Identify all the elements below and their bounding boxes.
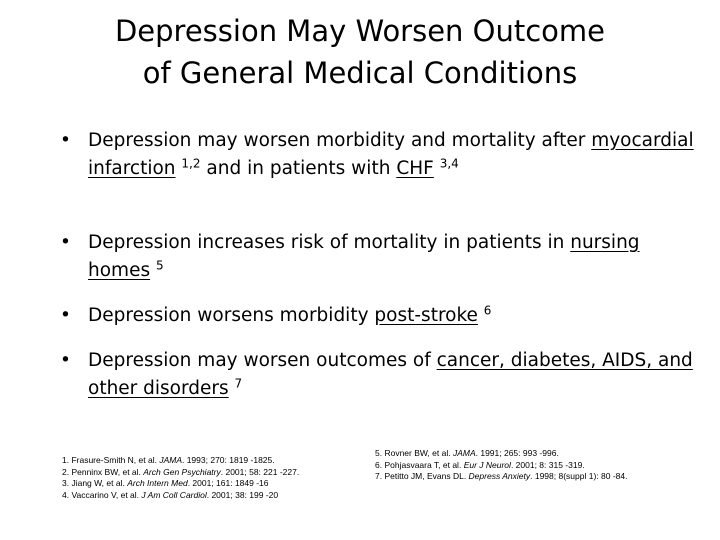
reference-item: 4. Vaccarino V, et al. J Am Coll Cardiol. 2001; 38: 199 -20 <box>62 489 279 500</box>
citation-superscript: 3,4 <box>439 156 459 171</box>
bullet-marker: • <box>60 130 71 151</box>
underlined-term: cancer, diabetes, AIDS, and other disorders <box>88 350 693 399</box>
citation-superscript: 5 <box>155 258 164 273</box>
bullet-text: Depression may worsen outcomes of <box>88 350 437 371</box>
reference-item: 7. Petitto JM, Evans DL. Depress Anxiety. 1998; 8(suppl 1): 80 -84. <box>375 471 628 481</box>
slide-title <box>40 10 680 94</box>
bullet-marker: • <box>60 305 71 326</box>
bullet-item <box>60 347 700 403</box>
underlined-term: post-stroke <box>374 305 478 326</box>
citation-superscript: 6 <box>483 303 492 318</box>
bullet-item <box>60 229 700 285</box>
journal-name: JAMA <box>452 448 476 458</box>
bullet-text: Depression worsens morbidity <box>88 305 375 326</box>
bullet-text: Depression increases risk of mortality in patients in <box>88 232 571 253</box>
journal-name: Eur J Neurol <box>463 459 511 470</box>
citation-superscript: 7 <box>234 376 243 391</box>
bullet-item <box>60 302 491 330</box>
journal-name: Arch Gen Psychiatry <box>143 466 221 477</box>
journal-name: Depress Anxiety <box>468 471 531 481</box>
underlined-term: nursing homes <box>88 232 640 281</box>
title-line-2: of General Medical Conditions <box>142 56 578 90</box>
bullet-text: and in patients with <box>200 158 397 179</box>
citation-superscript: 1,2 <box>181 156 201 171</box>
bullet-marker: • <box>60 350 71 371</box>
journal-name: Arch Intern Med <box>127 478 188 488</box>
journal-name: J Am Coll Cardiol <box>141 489 207 500</box>
reference-item: 3. Jiang W, et al. Arch Intern Med. 2001; 161: 1849 -16 <box>62 478 269 488</box>
reference-item: 1. Frasure-Smith N, et al. JAMA. 1993; 270: 1819 -1825. <box>62 455 275 465</box>
bullet-marker: • <box>60 232 71 253</box>
bullet-text: Depression may worsen morbidity and mortality after <box>88 130 592 151</box>
reference-item: 2. Penninx BW, et al. Arch Gen Psychiatry. 2001; 58: 221 -227. <box>62 466 300 477</box>
underlined-term: CHF <box>396 158 434 179</box>
title-line-1: Depression May Worsen Outcome <box>114 14 606 48</box>
references-left <box>62 455 299 501</box>
underlined-term: myocardial infarction <box>88 130 694 179</box>
journal-name: JAMA <box>159 455 182 465</box>
bullet-item <box>60 127 700 183</box>
reference-item: 6. Pohjasvaara T, et al. Eur J Neurol. 2001; 8: 315 -319. <box>375 459 585 470</box>
references-right <box>375 448 627 483</box>
reference-item: 5. Rovner BW, et al. JAMA. 1991; 265: 993 -996. <box>375 448 559 458</box>
